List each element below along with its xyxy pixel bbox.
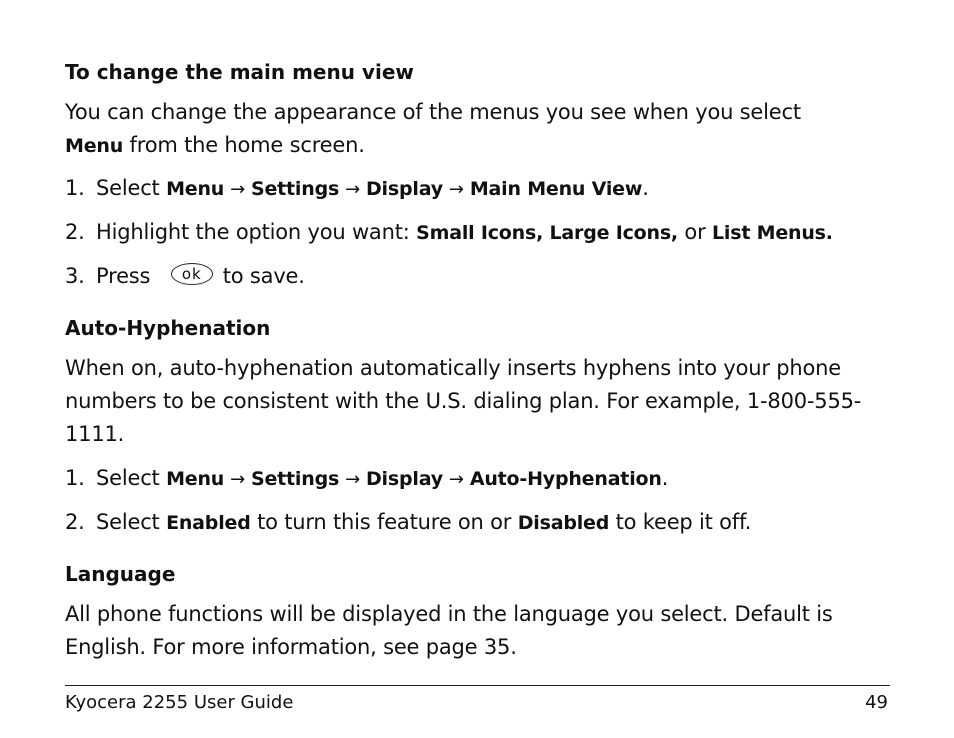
arrow-icon: → bbox=[345, 469, 360, 490]
step-text: Select bbox=[96, 176, 167, 200]
heading-language: Language bbox=[65, 562, 176, 586]
step-number: 1. bbox=[65, 466, 85, 490]
menu-path-item: Display bbox=[365, 468, 443, 490]
footer-divider bbox=[65, 685, 890, 686]
menu-path-item: Menu bbox=[166, 178, 225, 200]
arrow-icon: → bbox=[448, 469, 464, 490]
menu-path-item: Menu bbox=[166, 468, 225, 490]
step-text: Highlight the option you want: bbox=[96, 220, 417, 244]
step-text-mid: to turn this feature on or bbox=[250, 510, 518, 534]
option-names: Small Icons, Large Icons, bbox=[416, 222, 678, 244]
menu-path-item: Auto-Hyphenation bbox=[469, 468, 662, 490]
step-select-main-menu-view bbox=[65, 176, 649, 200]
step-number: 3. bbox=[65, 264, 85, 288]
option-disabled: Disabled bbox=[517, 512, 610, 534]
step-end: . bbox=[661, 466, 669, 490]
option-enabled: Enabled bbox=[166, 512, 251, 534]
paragraph-main-menu-intro bbox=[65, 96, 890, 163]
menu-path-item: Settings bbox=[251, 178, 340, 200]
paragraph-auto-hyphenation: When on, auto-hyphenation automatically inserts hyphens into your phone numbers to be consistent with the U.S. dialing plan. For example, 1-800-555-1111. bbox=[65, 356, 862, 446]
footer-guide-title: Kyocera 2255 User Guide bbox=[65, 692, 294, 713]
footer-page-number: 49 bbox=[865, 692, 888, 713]
step-press-ok bbox=[65, 264, 305, 288]
step-text: Select bbox=[96, 510, 167, 534]
menu-path-item: Main Menu View bbox=[469, 178, 643, 200]
arrow-icon: → bbox=[230, 179, 245, 200]
intro-text-rest: from the home screen. bbox=[123, 133, 365, 157]
step-select-auto-hyphenation bbox=[65, 466, 668, 490]
step-number: 1. bbox=[65, 176, 85, 200]
step-text-post: to save. bbox=[222, 264, 305, 288]
arrow-icon: → bbox=[345, 179, 360, 200]
step-number: 2. bbox=[65, 510, 85, 534]
step-enable-disable bbox=[65, 510, 751, 534]
manual-page bbox=[65, 0, 890, 738]
step-text-post: to keep it off. bbox=[609, 510, 752, 534]
paragraph-language: All phone functions will be displayed in the language you select. Default is English. For more information, see page 35. bbox=[65, 602, 833, 659]
heading-change-main-menu-view: To change the main menu view bbox=[65, 60, 414, 84]
menu-path-item: Display bbox=[365, 178, 443, 200]
step-number: 2. bbox=[65, 220, 85, 244]
step-end: . bbox=[642, 176, 649, 200]
step-text-or: or bbox=[677, 220, 712, 244]
ok-key-icon: ok bbox=[171, 263, 213, 285]
intro-menu-term: Menu bbox=[65, 135, 124, 157]
heading-auto-hyphenation: Auto-Hyphenation bbox=[65, 316, 271, 340]
step-text: Select bbox=[96, 466, 167, 490]
step-text: Press bbox=[96, 264, 157, 288]
option-list-menus: List Menus. bbox=[712, 222, 833, 244]
menu-path-item: Settings bbox=[251, 468, 340, 490]
arrow-icon: → bbox=[448, 179, 464, 200]
intro-text-line1: You can change the appearance of the menus you see when you select bbox=[65, 100, 801, 124]
step-highlight-option bbox=[65, 220, 833, 244]
arrow-icon: → bbox=[230, 469, 245, 490]
